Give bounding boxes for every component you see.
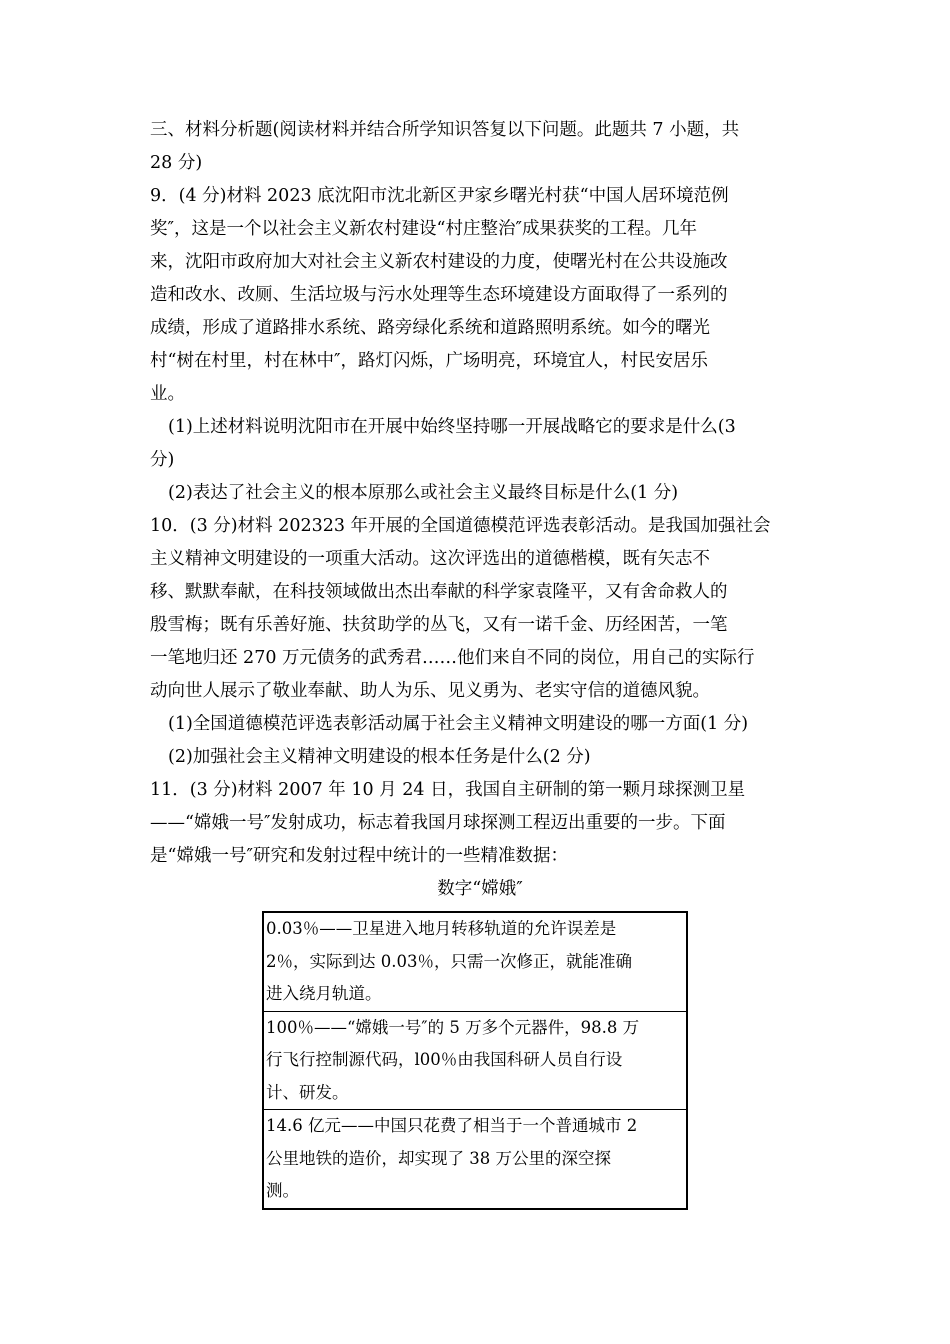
table-cell [263, 1110, 687, 1209]
question-10-line: 动向世人展示了敬业奉献、助人为乐、见义勇为、老实守信的道德风貌。 [150, 681, 710, 701]
question-9-line: 9．(4 分)材料 2023 底沈阳市沈北新区尹家乡曙光村获“中国人居环境范例 [150, 186, 729, 206]
table-cell-line: 100％——“嫦娥一号″的 5 万多个元器件，98.8 万 [266, 1017, 640, 1037]
question-10-line: 一笔地归还 270 万元债务的武秀君……他们来自不同的岗位，用自己的实际行 [150, 648, 755, 668]
question-9-line: 村“树在村里，村在林中″，路灯闪烁，广场明亮，环境宜人，村民安居乐 [150, 351, 708, 371]
table-caption: 数字“嫦娥″ [437, 879, 523, 899]
table-row [263, 1110, 687, 1209]
table-cell-line: 2％，实际到达 0.03％，只需一次修正，就能准确 [266, 951, 632, 971]
question-11 [150, 774, 810, 906]
table-row [263, 912, 687, 1011]
table-cell-line: 计、研发。 [266, 1082, 349, 1102]
table-cell-line: 0.03％——卫星进入地月转移轨道的允许误差是 [266, 919, 617, 938]
document-body [150, 114, 810, 906]
chang-e-data-table [262, 911, 688, 1210]
question-11-line: ——“嫦娥一号″发射成功，标志着我国月球探测工程迈出重要的一步。下面 [150, 813, 726, 833]
question-10-line: 10．(3 分)材料 202323 年开展的全国道德模范评选表彰活动。是我国加强社会 [150, 516, 771, 536]
question-9-line: 成绩，形成了道路排水系统、路旁绿化系统和道路照明系统。如今的曙光 [150, 318, 710, 338]
table-cell [263, 1011, 687, 1110]
question-10 [150, 510, 810, 774]
table-cell-line: 进入绕月轨道。 [266, 984, 382, 1003]
table-cell-line: 测。 [266, 1181, 299, 1200]
table-cell-line: 公里地铁的造价，却实现了 38 万公里的深空探 [266, 1148, 611, 1168]
question-9-line: 业。 [150, 384, 185, 404]
section-heading-line: 28 分) [150, 153, 203, 173]
table-cell-line: 行飞行控制源代码，l00％由我国科研人员自行设 [266, 1050, 623, 1069]
question-10-line: 殷雪梅；既有乐善好施、扶贫助学的丛飞，又有一诺千金、历经困苦，一笔 [150, 615, 728, 635]
table-cell-line: 14.6 亿元——中国只花费了相当于一个普通城市 2 [266, 1116, 638, 1135]
table-cell [263, 912, 687, 1011]
question-11-line: 是“嫦娥一号″研究和发射过程中统计的一些精准数据： [150, 846, 568, 866]
question-9-line: 来，沈阳市政府加大对社会主义新农村建设的力度，使曙光村在公共设施改 [150, 252, 728, 272]
question-9 [150, 180, 810, 510]
question-9-sub-2: (2)表达了社会主义的根本原那么或社会主义最终目标是什么(1 分) [168, 483, 679, 503]
question-10-sub-1: (1)全国道德模范评选表彰活动属于社会主义精神文明建设的哪一方面(1 分) [168, 714, 749, 734]
question-10-sub-2: (2)加强社会主义精神文明建设的根本任务是什么(2 分) [168, 747, 591, 767]
question-9-line: 奖″，这是一个以社会主义新农村建设“村庄整治″成果获奖的工程。几年 [150, 219, 698, 239]
question-9-sub-1: (1)上述材料说明沈阳市在开展中始终坚持哪一开展战略它的要求是什么(3 [168, 417, 736, 437]
question-9-sub-1-cont: 分) [150, 450, 175, 470]
question-10-line: 主义精神文明建设的一项重大活动。这次评选出的道德楷模，既有矢志不 [150, 549, 710, 569]
section-heading-line: 三、材料分析题(阅读材料并结合所学知识答复以下问题。此题共 7 小题，共 [150, 120, 740, 140]
question-10-line: 移、默默奉献，在科技领域做出杰出奉献的科学家袁隆平，又有舍命救人的 [150, 582, 728, 602]
table-row [263, 1011, 687, 1110]
question-11-line: 11．(3 分)材料 2007 年 10 月 24 日，我国自主研制的第一颗月球探测卫星 [150, 780, 746, 800]
question-9-line: 造和改水、改厕、生活垃圾与污水处理等生态环境建设方面取得了一系列的 [150, 285, 728, 305]
